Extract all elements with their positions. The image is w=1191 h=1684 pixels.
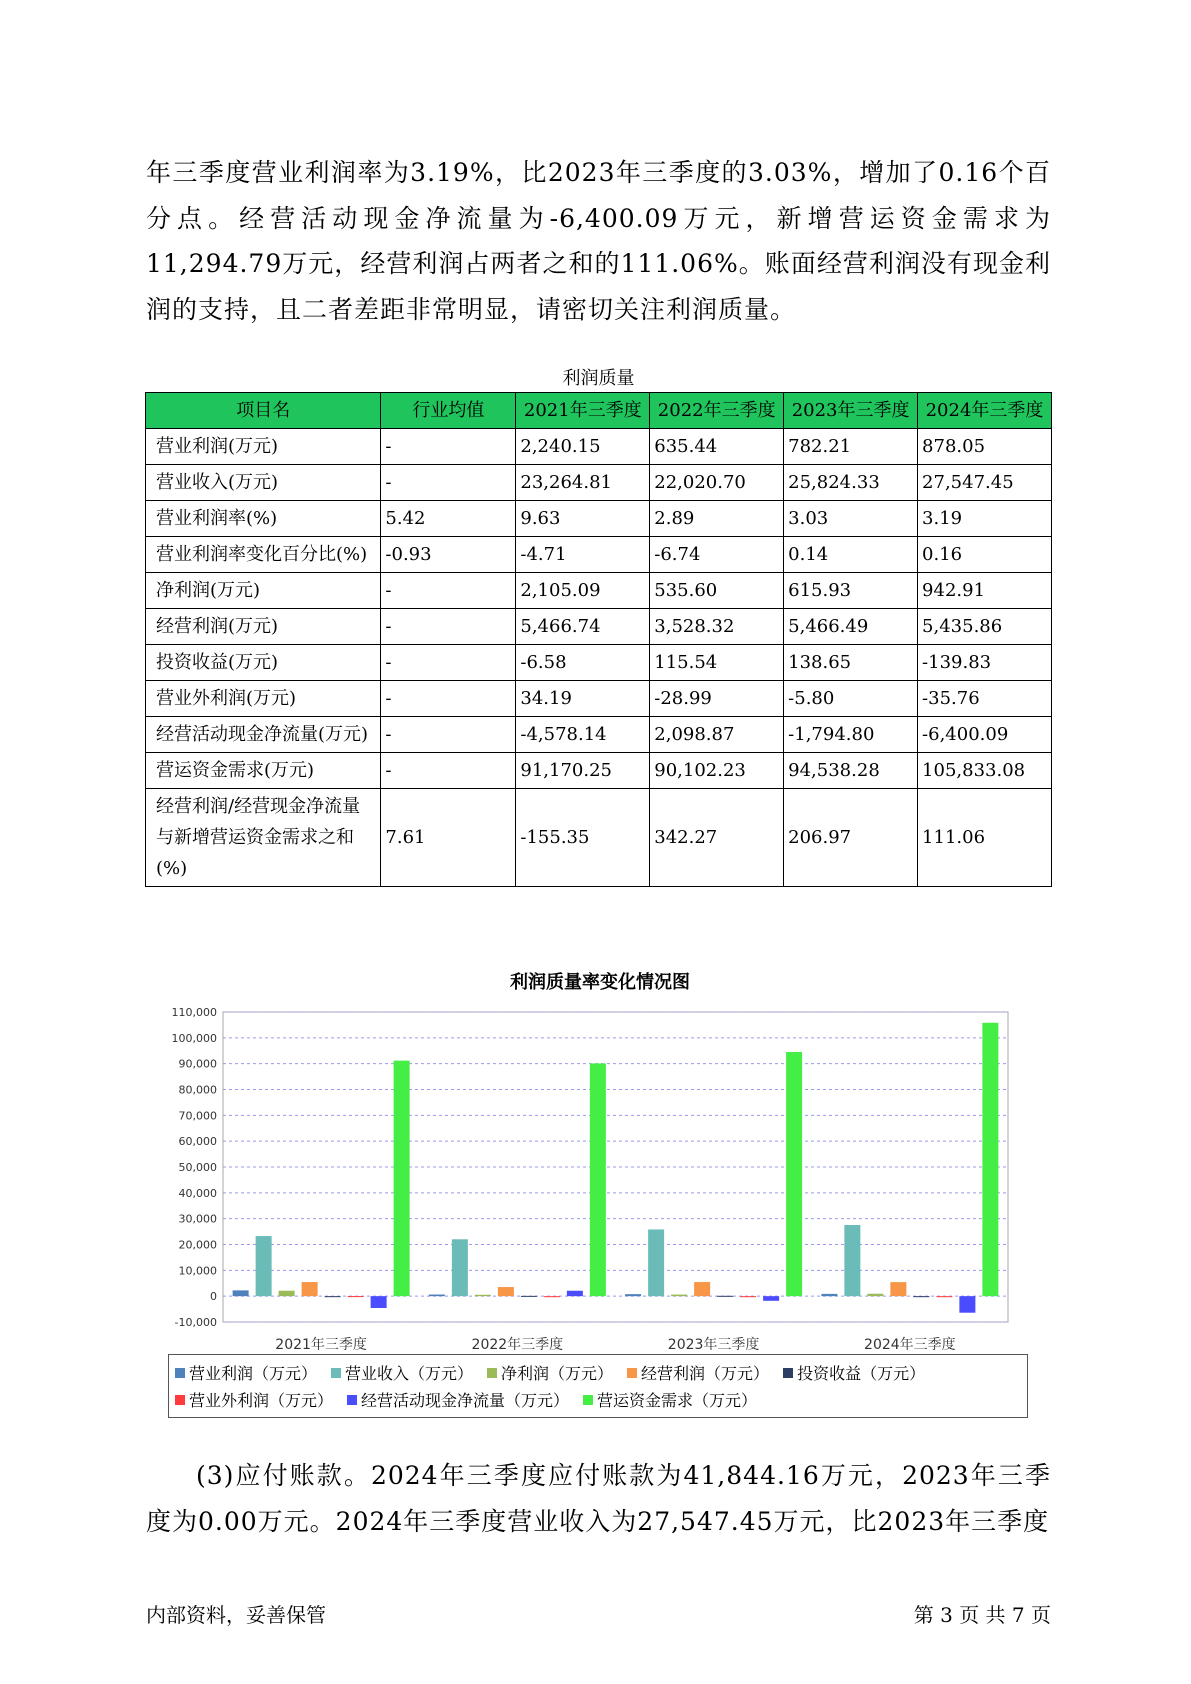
value-cell: -0.93	[381, 537, 516, 573]
legend-item	[175, 1386, 333, 1413]
bar	[913, 1296, 929, 1297]
bar	[590, 1063, 606, 1296]
legend-label: 经营活动现金净流量（万元）	[361, 1391, 570, 1410]
value-cell: 5,466.74	[516, 609, 650, 645]
value-cell: -	[381, 645, 516, 681]
bar	[786, 1052, 802, 1296]
value-cell: -4.71	[516, 537, 650, 573]
bar	[348, 1296, 364, 1297]
value-cell: 615.93	[784, 573, 918, 609]
bar	[694, 1282, 710, 1296]
y-tick-label: 50,000	[178, 1161, 217, 1174]
legend-swatch	[331, 1368, 341, 1378]
row-label-cell: 经营利润(万元)	[146, 609, 381, 645]
value-cell: -6.74	[650, 537, 784, 573]
bar	[844, 1225, 860, 1296]
value-cell: 2,098.87	[650, 717, 784, 753]
bar	[890, 1282, 906, 1296]
legend-swatch	[783, 1368, 793, 1378]
bar	[982, 1023, 998, 1296]
legend-item	[347, 1386, 569, 1413]
legend-label: 经营利润（万元）	[641, 1364, 770, 1383]
x-tick-label: 2021年三季度	[275, 1337, 367, 1350]
y-tick-label: 10,000	[178, 1264, 217, 1278]
legend-label: 净利润（万元）	[501, 1364, 614, 1383]
table-row	[146, 645, 1052, 681]
bar	[740, 1296, 756, 1297]
value-cell: 105,833.08	[918, 753, 1052, 789]
body-paragraph-1: 年三季度营业利润率为3.19%，比2023年三季度的3.03%，增加了0.16个百分点。经营活动现金净流量为-6,400.09万元，新增营运资金需求为11,294.79万元，经营利润占两者之和的111.06%。账面经营利润没有现金利润的支持，且二者差距非常明显，请密切关注利润质量。	[146, 158, 1051, 324]
bar	[279, 1291, 295, 1296]
bar	[821, 1294, 837, 1296]
bar	[648, 1229, 664, 1296]
value-cell: 111.06	[918, 789, 1052, 887]
bar	[671, 1295, 687, 1297]
value-cell: 0.16	[918, 537, 1052, 573]
legend-label: 营运资金需求（万元）	[597, 1391, 758, 1410]
value-cell: 22,020.70	[650, 465, 784, 501]
chart-container	[160, 970, 1040, 1420]
value-cell: 2,105.09	[516, 573, 650, 609]
y-tick-label: 70,000	[178, 1109, 217, 1123]
value-cell: 635.44	[650, 429, 784, 465]
row-label-cell: 净利润(万元)	[146, 573, 381, 609]
table-row	[146, 537, 1052, 573]
value-cell: 3,528.32	[650, 609, 784, 645]
value-cell: 138.65	[784, 645, 918, 681]
bar	[567, 1291, 583, 1296]
value-cell: -6.58	[516, 645, 650, 681]
value-cell: -35.76	[918, 681, 1052, 717]
legend-item	[583, 1386, 757, 1413]
header-industry-avg: 行业均值	[381, 393, 516, 429]
bar	[452, 1239, 468, 1296]
row-label-cell: 营业利润(万元)	[146, 429, 381, 465]
value-cell: 5,466.49	[784, 609, 918, 645]
y-tick-label: 30,000	[178, 1212, 217, 1226]
y-tick-label: 20,000	[178, 1238, 217, 1252]
table-row	[146, 753, 1052, 789]
value-cell: 23,264.81	[516, 465, 650, 501]
x-tick-label: 2023年三季度	[667, 1337, 760, 1350]
value-cell: -	[381, 717, 516, 753]
value-cell: -	[381, 681, 516, 717]
value-cell: 3.03	[784, 501, 918, 537]
value-cell: 27,547.45	[918, 465, 1052, 501]
value-cell: 3.19	[918, 501, 1052, 537]
y-tick-label: 110,000	[171, 1006, 217, 1019]
header-2024q3: 2024年三季度	[918, 393, 1052, 429]
table-row	[146, 789, 1052, 887]
table-row	[146, 573, 1052, 609]
value-cell: -5.80	[784, 681, 918, 717]
table-row	[146, 717, 1052, 753]
legend-label: 营业外利润（万元）	[189, 1391, 334, 1410]
y-tick-label: -10,000	[174, 1316, 217, 1329]
header-item-name: 项目名	[146, 393, 381, 429]
value-cell: 115.54	[650, 645, 784, 681]
value-cell: 0.14	[784, 537, 918, 573]
value-cell: 5.42	[381, 501, 516, 537]
bar	[429, 1295, 445, 1297]
value-cell: -	[381, 609, 516, 645]
legend-swatch	[347, 1395, 357, 1405]
bar-chart	[160, 970, 1040, 1350]
legend-swatch	[627, 1368, 637, 1378]
value-cell: 25,824.33	[784, 465, 918, 501]
value-cell: -	[381, 429, 516, 465]
value-cell: -4,578.14	[516, 717, 650, 753]
legend-item	[627, 1359, 769, 1386]
table-row	[146, 501, 1052, 537]
legend-swatch	[583, 1395, 593, 1405]
row-label-cell: 投资收益(万元)	[146, 645, 381, 681]
table-row	[146, 609, 1052, 645]
chart-legend	[168, 1354, 1028, 1418]
legend-label: 营业收入（万元）	[345, 1364, 474, 1383]
value-cell: -1,794.80	[784, 717, 918, 753]
value-cell: 34.19	[516, 681, 650, 717]
value-cell: 206.97	[784, 789, 918, 887]
legend-label: 投资收益（万元）	[797, 1364, 926, 1383]
table-caption: 利润质量	[562, 368, 635, 389]
bar	[625, 1294, 641, 1296]
bar	[544, 1296, 560, 1297]
y-tick-label: 60,000	[178, 1135, 217, 1149]
row-label-cell: 经营活动现金净流量(万元)	[146, 717, 381, 753]
bar	[394, 1061, 410, 1297]
value-cell: 535.60	[650, 573, 784, 609]
body-paragraph-2: (3)应付账款。2024年三季度应付账款为41,844.16万元，2023年三季度为0.00万元。2024年三季度营业收入为27,547.45万元，比2023年三季度	[146, 1461, 1051, 1536]
bar	[371, 1296, 387, 1308]
bar	[717, 1296, 733, 1297]
value-cell: -155.35	[516, 789, 650, 887]
value-cell: 2.89	[650, 501, 784, 537]
value-cell: 91,170.25	[516, 753, 650, 789]
table-row	[146, 465, 1052, 501]
value-cell: 9.63	[516, 501, 650, 537]
value-cell: -	[381, 465, 516, 501]
table-row	[146, 429, 1052, 465]
y-tick-label: 80,000	[178, 1083, 217, 1097]
bar	[302, 1282, 318, 1296]
chart-title: 利润质量率变化情况图	[510, 972, 690, 993]
value-cell: -28.99	[650, 681, 784, 717]
value-cell: 2,240.15	[516, 429, 650, 465]
legend-item	[331, 1359, 473, 1386]
bar	[867, 1294, 883, 1296]
value-cell: 90,102.23	[650, 753, 784, 789]
value-cell: 942.91	[918, 573, 1052, 609]
row-label-cell: 营业收入(万元)	[146, 465, 381, 501]
value-cell: 5,435.86	[918, 609, 1052, 645]
bar	[936, 1296, 952, 1297]
row-label-cell: 营业外利润(万元)	[146, 681, 381, 717]
row-label-cell: 营业利润率变化百分比(%)	[146, 537, 381, 573]
footer-page-number: 第 3 页 共 7 页	[913, 1603, 1051, 1627]
x-tick-label: 2024年三季度	[864, 1337, 956, 1350]
bar	[325, 1296, 341, 1297]
x-tick-label: 2022年三季度	[471, 1337, 564, 1350]
legend-swatch	[175, 1368, 185, 1378]
bar	[763, 1296, 779, 1301]
value-cell: 782.21	[784, 429, 918, 465]
value-cell: 878.05	[918, 429, 1052, 465]
legend-item	[487, 1359, 613, 1386]
table-row	[146, 681, 1052, 717]
bar	[498, 1287, 514, 1296]
value-cell: 94,538.28	[784, 753, 918, 789]
value-cell: -	[381, 753, 516, 789]
header-2022q3: 2022年三季度	[650, 393, 784, 429]
row-label-cell: 营运资金需求(万元)	[146, 753, 381, 789]
value-cell: -139.83	[918, 645, 1052, 681]
legend-label: 营业利润（万元）	[189, 1364, 318, 1383]
bar	[233, 1290, 249, 1296]
row-label-cell: 营业利润率(%)	[146, 501, 381, 537]
value-cell: -6,400.09	[918, 717, 1052, 753]
legend-item	[175, 1359, 317, 1386]
legend-item	[783, 1359, 925, 1386]
value-cell: -	[381, 573, 516, 609]
bar	[475, 1295, 491, 1296]
row-label-cell: 经营利润/经营现金净流量与新增营运资金需求之和(%)	[146, 789, 381, 887]
table-header-row	[146, 393, 1052, 429]
bar	[256, 1236, 272, 1296]
value-cell: 342.27	[650, 789, 784, 887]
y-tick-label: 0	[210, 1290, 217, 1304]
profit-quality-table	[145, 392, 1052, 887]
y-tick-label: 100,000	[171, 1031, 217, 1045]
footer-confidential-note: 内部资料，妥善保管	[146, 1603, 326, 1627]
legend-swatch	[487, 1368, 497, 1378]
header-2023q3: 2023年三季度	[784, 393, 918, 429]
bar	[959, 1296, 975, 1313]
value-cell: 7.61	[381, 789, 516, 887]
y-tick-label: 40,000	[178, 1186, 217, 1200]
y-tick-label: 90,000	[178, 1057, 217, 1071]
legend-swatch	[175, 1395, 185, 1405]
bar	[521, 1296, 537, 1297]
header-2021q3: 2021年三季度	[516, 393, 650, 429]
